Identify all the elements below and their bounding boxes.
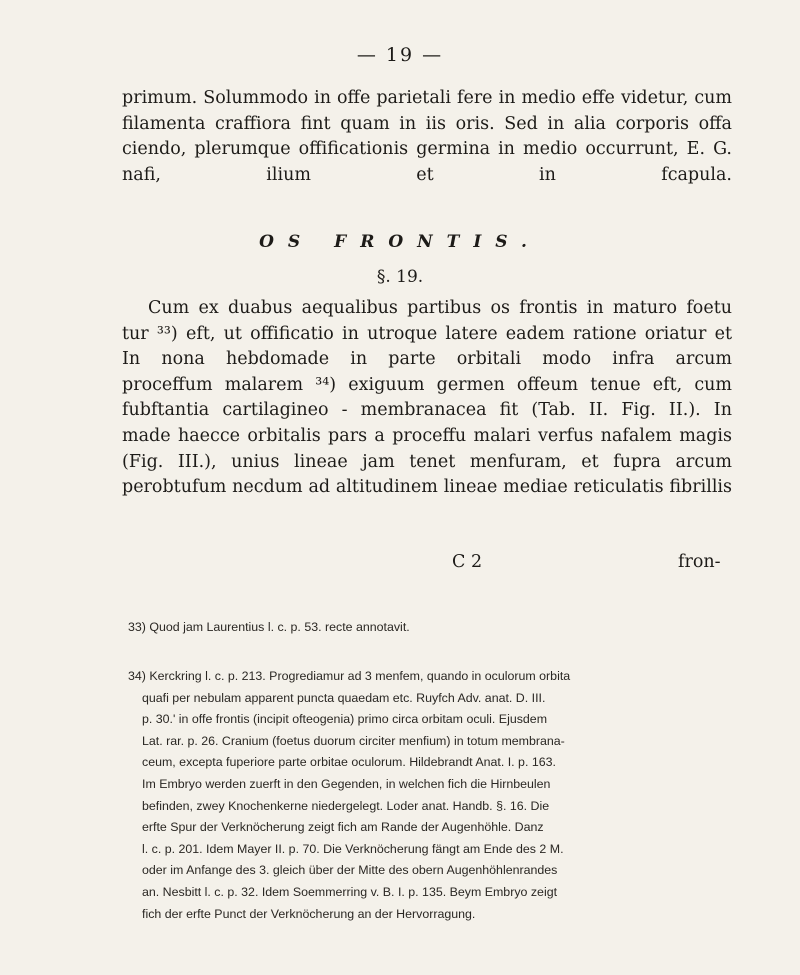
text-line: primum. Solummodo in offe parietali fere in medio effe videtur, cum (122, 88, 732, 108)
footnote-line: an. Nesbitt l. c. p. 32. Idem Soemmerring v. B. I. p. 135. Beym Embryo zeigt (142, 884, 558, 899)
paragraph-1 (122, 86, 732, 188)
signature-mark: C 2 (452, 552, 483, 572)
footnote-line: Im Embryo werden zuerft in den Gegenden, in welchen fich die Hirnbeulen (142, 776, 551, 791)
section-title: OS FRONTIS. (259, 232, 541, 252)
page-number: — 19 — (356, 44, 444, 66)
footnote-line: p. 30.' in offe frontis (incipit ofteogenia) primo circa orbitam oculi. Ejusdem (142, 712, 548, 727)
text-line: made haecce orbitalis pars a proceffu malari verfus nafalem magis (122, 425, 732, 446)
footnote-line: oder im Anfange des 3. gleich über der Mitte des obern Augenhöhlenrandes (142, 863, 558, 878)
footnote-line: Lat. rar. p. 26. Cranium (foetus duorum circiter menfium) in totum membrana- (142, 733, 565, 748)
footnote-line: 33) Quod jam Laurentius l. c. p. 53. recte annotavit. (128, 620, 410, 634)
footnote-line: befinden, zwey Knochenkerne niedergelegt. Loder anat. Handb. §. 16. Die (142, 798, 550, 813)
text-line: ciendo, plerumque offificationis germina in medio occurrunt, E. G. (122, 139, 732, 160)
text-line: fubftantia cartilagineo - membranacea fit (Tab. II. Fig. II.). In (122, 400, 732, 421)
footnote-33 (122, 617, 734, 639)
text-line: filamenta craffiora fint quam in iis oris. Sed in alia corporis offa (122, 113, 732, 134)
footnote-line: quafi per nebulam apparent puncta quaedam etc. Ruyfch Adv. anat. D. III. (142, 690, 546, 705)
text-line: tur ³³) eft, ut offificatio in utroque latere eadem ratione oriatur et (122, 323, 732, 344)
text-line: perobtufum necdum ad altitudinem lineae mediae reticulatis fibrillis (122, 477, 732, 498)
footnote-line: l. c. p. 201. Idem Mayer II. p. 70. Die Verknöcherung fängt am Ende des 2 M. (142, 841, 564, 856)
footnote-line: fich der erfte Punct der Verknöcherung an der Hervorragung. (142, 906, 476, 921)
text-line: nafi, ilium et in fcapula. (122, 164, 732, 185)
catchword: fron- (678, 552, 721, 572)
text-line: (Fig. III.), unius lineae jam tenet menfuram, et fupra arcum (122, 451, 732, 472)
text-line: proceffum malarem ³⁴) exiguum germen offeum tenue eft, cum (122, 374, 732, 395)
text-line: Cum ex duabus aequalibus partibus os frontis in maturo foetu (148, 298, 732, 318)
footnote-34 (122, 666, 734, 925)
footnote-line: erfte Spur der Verknöcherung zeigt fich am Rande der Augenhöhle. Danz (142, 820, 544, 835)
footnote-line: ceum, excepta fuperiore parte orbitae oculorum. Hildebrandt Anat. I. p. 163. (142, 755, 556, 770)
paragraph-2 (122, 296, 732, 501)
footnote-line: 34) Kerckring l. c. p. 213. Progrediamur ad 3 menfem, quando in oculorum orbita (128, 669, 571, 683)
section-number: §. 19. (376, 267, 424, 287)
text-line: In nona hebdomade in parte orbitali modo infra arcum (122, 349, 732, 370)
